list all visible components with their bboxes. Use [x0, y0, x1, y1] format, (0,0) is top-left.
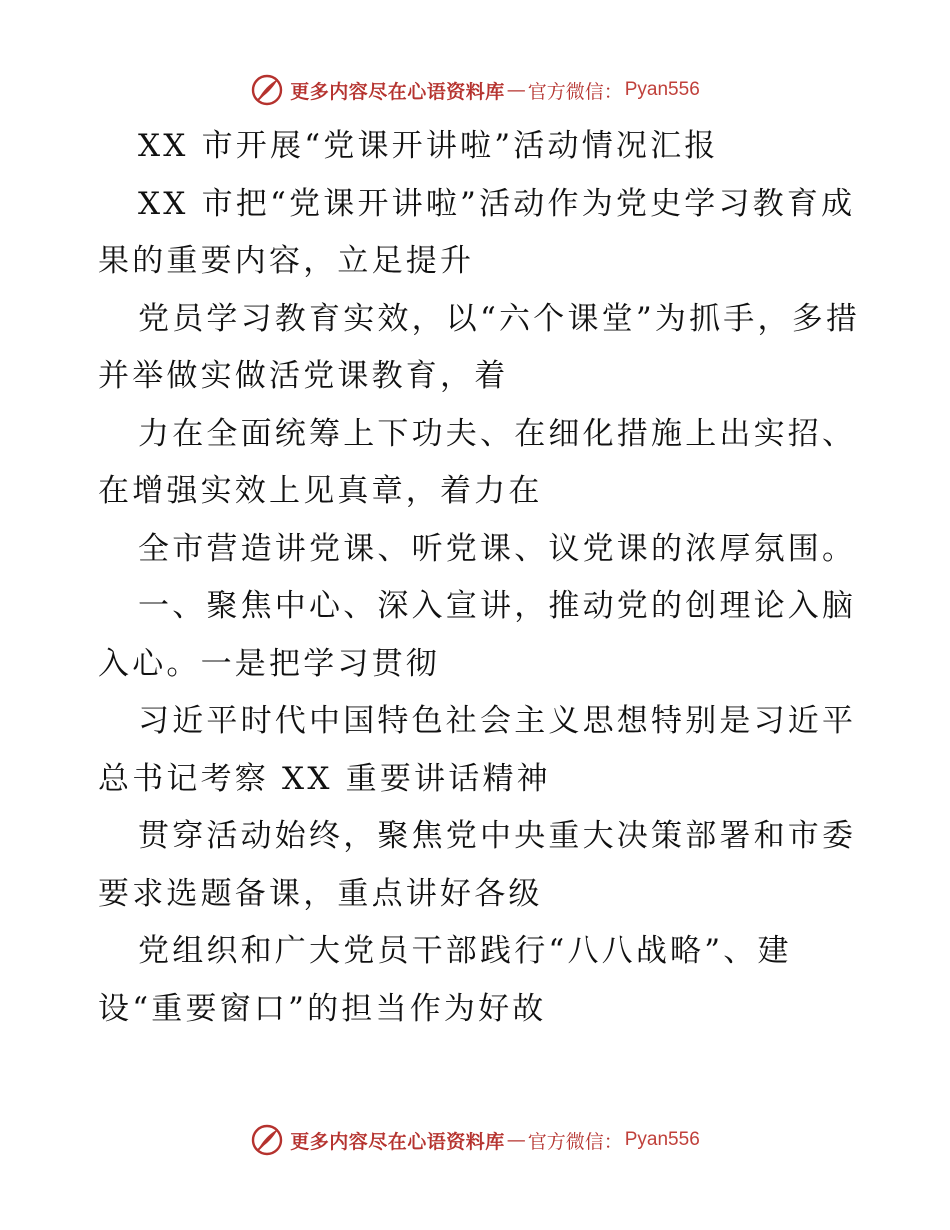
paragraph: 全市营造讲党课、听党课、议党课的浓厚氛围。 [138, 530, 857, 567]
footer-separator: — [506, 1129, 526, 1151]
header-wechat-label: 官方微信： [527, 80, 623, 103]
header-separator: — [506, 79, 526, 101]
header-site-name: 更多内容尽在心语资料库 [290, 80, 505, 103]
document-body [98, 118, 868, 1038]
paragraph: 习近平时代中国特色社会主义思想特别是习近平总书记考察 XX 重要讲话精神 [98, 703, 857, 797]
footer-site-name: 更多内容尽在心语资料库 [290, 1130, 505, 1153]
header-wechat-id: Pyan556 [624, 79, 700, 100]
paragraph: 力在全面统筹上下功夫、在细化措施上出实招、在增强实效上见真章，着力在 [98, 415, 857, 509]
quill-pen-circle-icon [250, 73, 284, 107]
paragraph: 党组织和广大党员干部践行“八八战略”、建设“重要窗口”的担当作为好故 [98, 933, 792, 1027]
document-title: XX 市开展“党课开讲啦”活动情况汇报 [138, 128, 719, 164]
paragraph: 贯穿活动始终，聚焦党中央重大决策部署和市委要求选题备课，重点讲好各级 [98, 818, 857, 912]
quill-pen-circle-icon [250, 1123, 284, 1157]
footer-watermark [0, 1120, 950, 1160]
paragraph: 一、聚焦中心、深入宣讲，推动党的创理论入脑入心。一是把学习贯彻 [98, 588, 857, 682]
header-watermark [0, 70, 950, 110]
paragraph: 党员学习教育实效，以“六个课堂”为抓手，多措并举做实做活党课教育，着 [98, 300, 861, 394]
footer-wechat-label: 官方微信： [527, 1130, 623, 1153]
paragraph: XX 市把“党课开讲啦”活动作为党史学习教育成果的重要内容，立足提升 [98, 185, 856, 279]
footer-wechat-id: Pyan556 [624, 1129, 700, 1150]
